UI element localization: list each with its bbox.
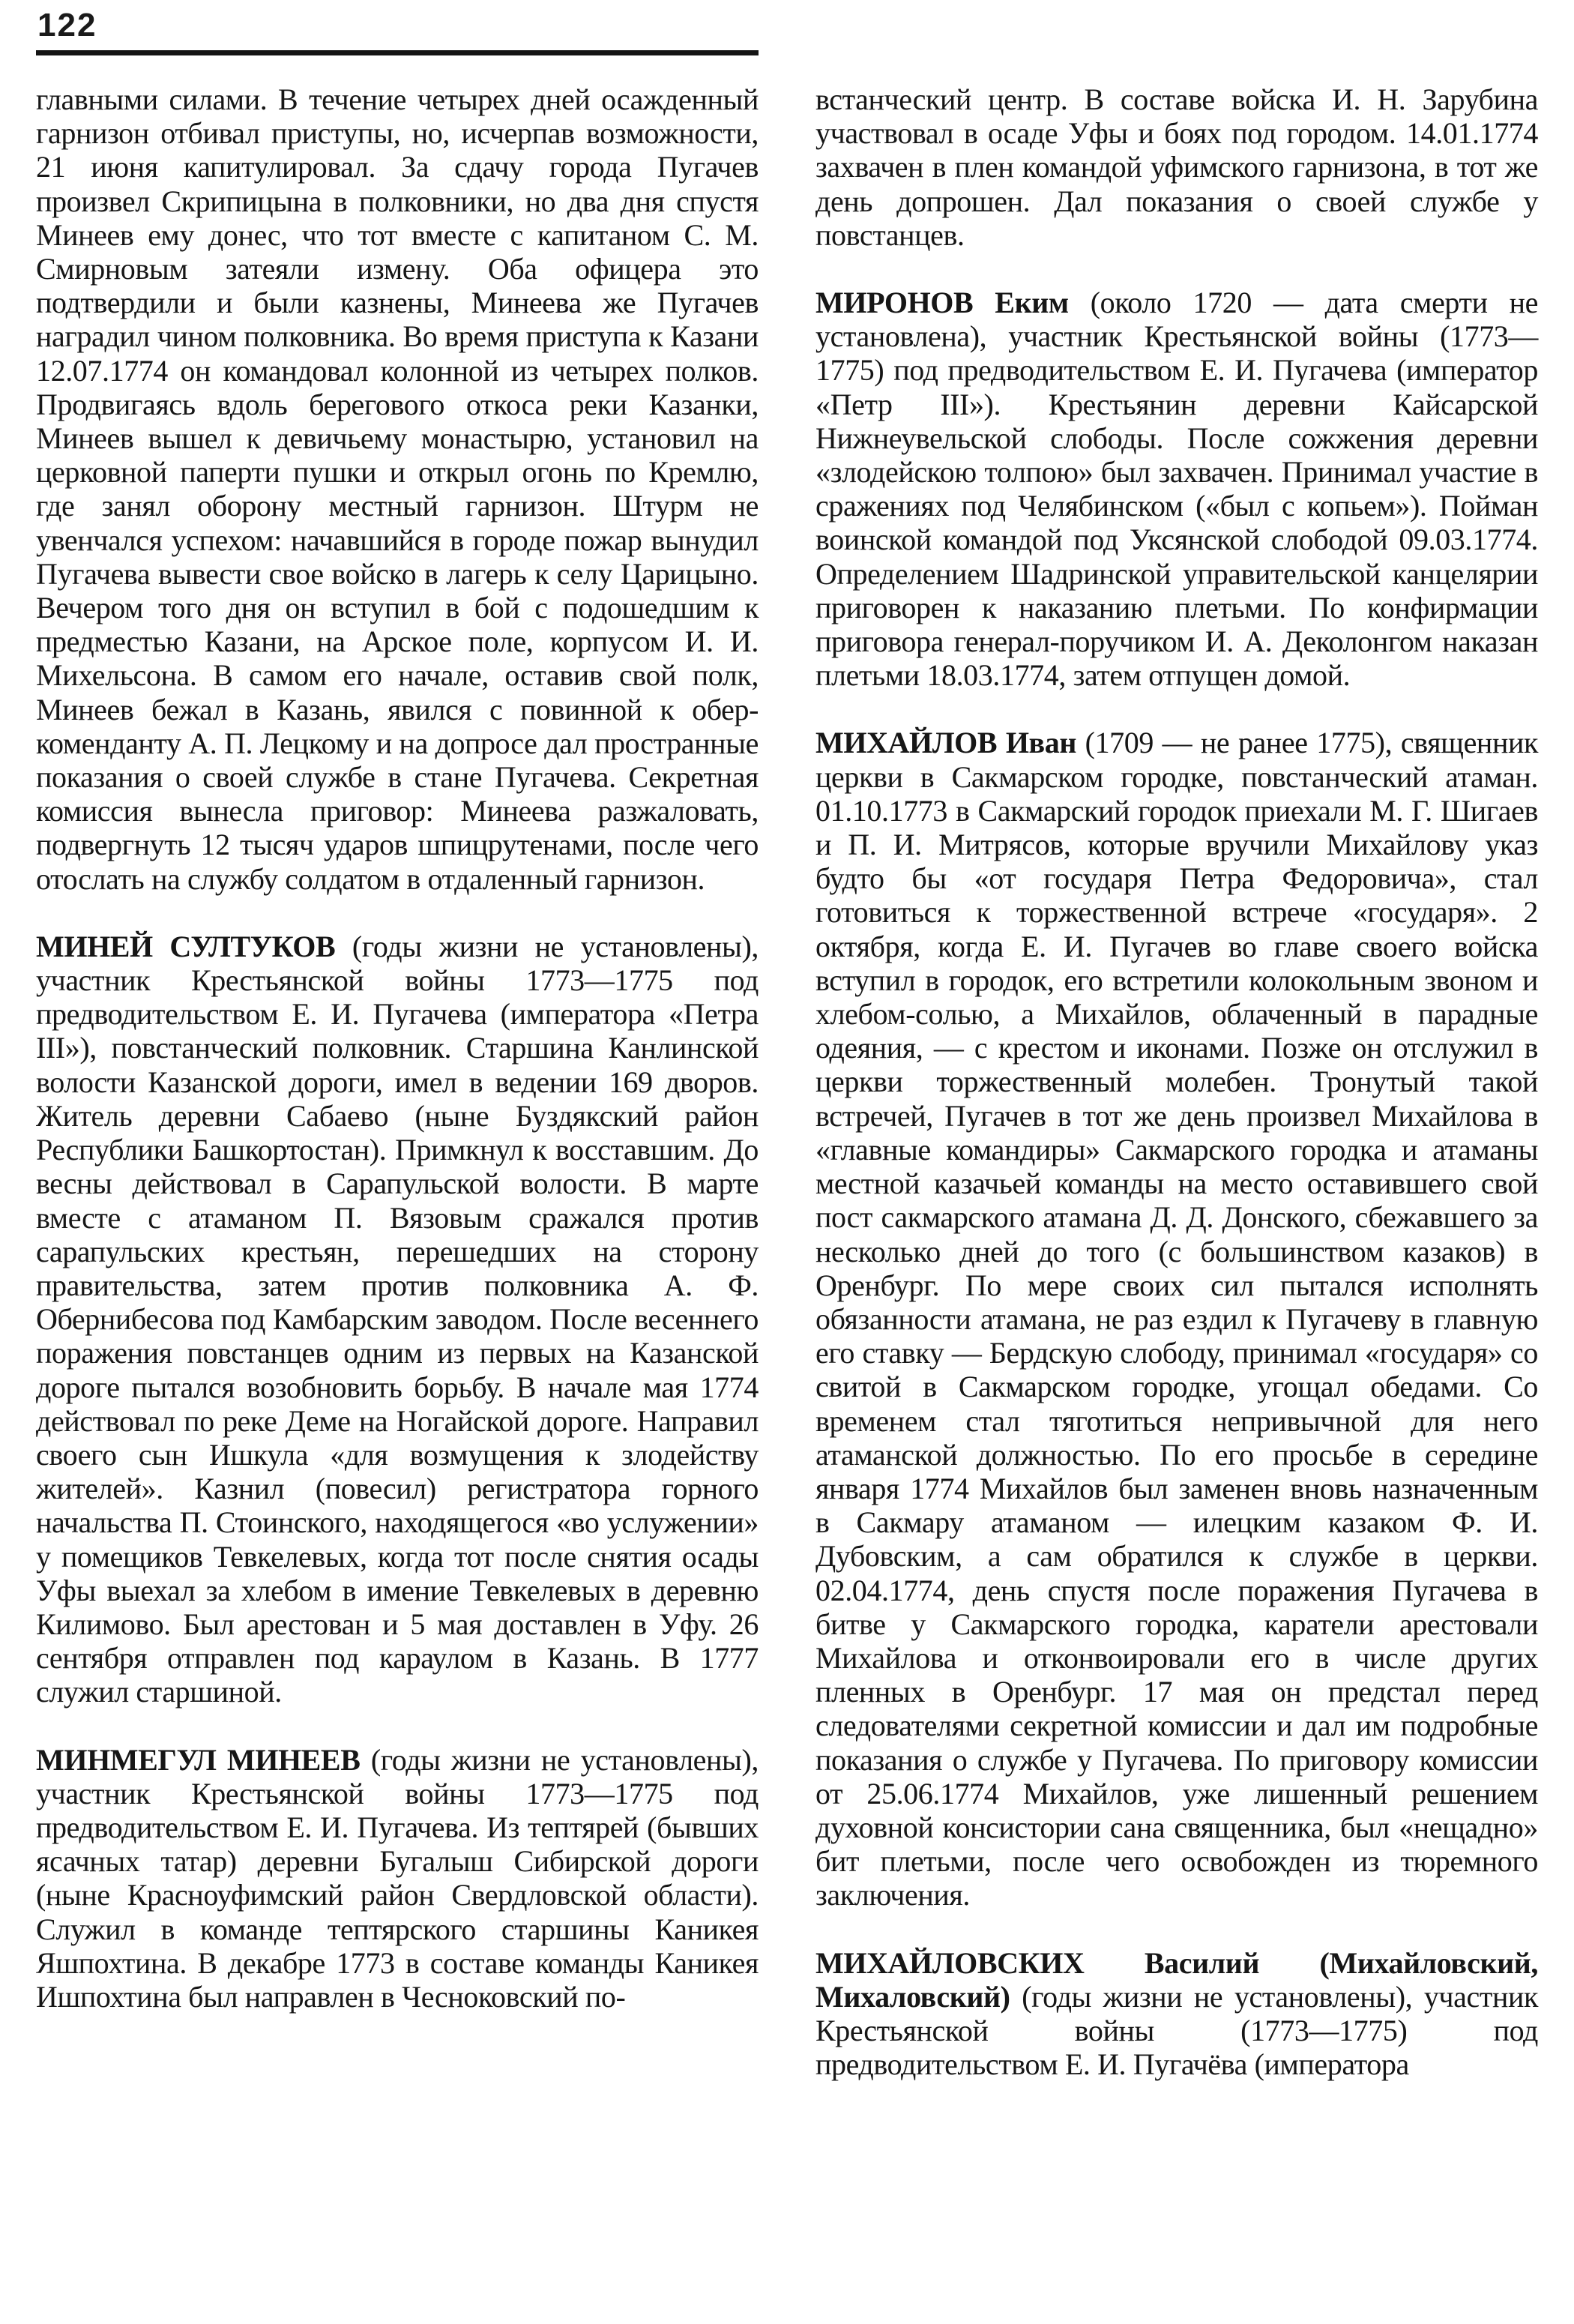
entry-headword: МИХАЙЛОВ Иван [815,726,1076,760]
continuation-paragraph [36,82,759,896]
entry-text: (годы жизни не установлены), участник Крестьянской войны (1773—1775) под предводительством Е. И. Пугачёва (императора [815,1979,1538,2082]
left-column [36,82,759,2014]
entry-paragraph [36,930,759,1709]
entry-headword: МИХАЙЛОВСКИХ Василий (Михайловский, Михаловский) [815,1945,1538,2014]
entry-text: (около 1720 — дата смерти не установлена), участник Крестьянской войны (1773—1775) под предводительством Е. И. Пугачева (император «Петр III»). Крестьянин деревни Кайсарской Нижнеувельской слободы. После сожжения деревни «злодейскою толпою» был захвачен. Принимал участие в сражениях под Челябинском («был с копьем»). Пойман воинской командой под Уксянской слободой 09.03.1774. Определением Шадринской управительской канцелярии приговорен к наказанию плетьми. По конфирмации приговора генерал-поручиком И. А. Деколонгом наказан плетьми 18.03.1774, затем отпущен домой. [815,286,1538,693]
entry-headword: МИНЕЙ СУЛТУКОВ [36,929,336,963]
right-column [815,82,1538,2081]
entry-paragraph [36,1743,759,2014]
header-rule [36,50,759,55]
entry-paragraph [815,286,1538,692]
paragraph-text: главными силами. В течение четырех дней осажденный гарнизон отбивал приступы, но, исчерпав возможности, 21 июня капитулировал. За сдачу города Пугачев произвел Скрипицына в полковники, но два дня спустя Минеев ему донес, что тот вместе с капитаном С. М. Смирновым затеяли измену. Оба офицера это подтвердили и были казнены, Минеева же Пугачев наградил чином полковника. Во время приступа к Казани 12.07.1774 он командовал колонной из четырех полков. Продвигаясь вдоль берегового откоса реки Казанки, Минеев вышел к девичьему монастырю, установил на церковной паперти пушки и открыл огонь по Кремлю, где занял оборону местный гарнизон. Штурм не увенчался успехом: начавшийся в городе пожар вынудил Пугачева вывести свое войско в лагерь к селу Царицыно. Вечером того дня он вступил в бой с подошедшим к предместью Казани, на Арское поле, корпусом И. И. Михельсона. В самом его начале, оставив свой полк, Минеев бежал в Казань, явился с повинной к обер-коменданту А. П. Лецкому и на допросе дал пространные показания о своей службе в стане Пугачева. Секретная комиссия вынесла приговор: Минеева разжаловать, подвергнуть 12 тысяч ударов шпицрутенами, после чего отослать на службу солдатом в отдаленный гарнизон. [36,82,759,896]
entry-headword: МИРОНОВ Еким [815,286,1069,320]
entry-text: (годы жизни не установлены), участник Крестьянской войны 1773—1775 под предводительством Е. И. Пугачева. Из тептярей (бывших ясачных татар) деревни Бугалыш Сибирской дороги (ныне Красноуфимский район Свердловской области). Служил в команде тептярского старшины Каникея Яшпохтина. В декабре 1773 в составе команды Каникея Ишпохтина был направлен в Чесноковский по- [36,1742,759,2014]
entry-text: (1709 — не ранее 1775), священник церкви в Сакмарском городке, повстанческий атаман. 01.10.1773 в Сакмарский городок приехали М. Г. Шигаев и П. И. Митрясов, которые вручили Михайлову указ будто бы «от государя Петра Федоровича», стал готовиться к торжественной встрече «государя». 2 октября, когда Е. И. Пугачев во главе своего войска вступил в городок, его встретили колокольным звоном и хлебом-солью, а Михайлов, облаченный в парадные одеяния, — с крестом и иконами. Позже он отслужил в церкви торжественный молебен. Тронутый такой встречей, Пугачев в тот же день произвел Михайлова в «главные командиры» Сакмарского городка и атаманы местной казачьей команды на место оставившего свой пост сакмарского атамана Д. Д. Донского, сбежавшего за несколько дней до того (с большинством казаков) в Оренбург. По мере своих сил пытался исполнять обязанности атамана, не раз ездил к Пугачеву в главную его ставку — Бердскую слободу, принимал «государя» со свитой в Сакмарском городке, угощал обедами. Со временем стал тяготиться непривычной для него атаманской должностью. По его просьбе в середине января 1774 Михайлов был заменен вновь назначенным в Сакмару атаманом — илецким казаком Ф. И. Дубовским, а сам обратился к службе в церкви. 02.04.1774, день спустя после поражения Пугачева в битве у Сакмарского городка, каратели арестовали Михайлова и отконвоировали его в числе других пленных в Оренбург. 17 мая он предстал перед следователями секретной комиссии и дал им подробные показания о службе у Пугачева. По приговору комиссии от 25.06.1774 Михайлов, уже лишенный решением духовной консистории сана священника, был «нещадно» бит плетьми, после чего освобожден из тюремного заключения. [815,726,1538,1912]
continuation-paragraph [815,82,1538,252]
entry-paragraph [815,726,1538,1912]
entry-text: (годы жизни не установлены), участник Крестьянской войны 1773—1775 под предводительством Е. И. Пугачева (императора «Петра III»), повстанческий полковник. Старшина Канлинской волости Казанской дороги, имел в ведении 169 дворов. Житель деревни Сабаево (ныне Буздякский район Республики Башкортостан). Примкнул к восставшим. До весны действовал в Сарапульской волости. В марте вместе с атаманом П. Вязовым сражался против сарапульских крестьян, перешедших на сторону правительства, затем против полковника А. Ф. Обернибесова под Камбарским заводом. После весеннего поражения повстанцев одним из первых на Казанской дороге пытался возобновить борьбу. В начале мая 1774 действовал по реке Деме на Ногайской дороге. Направил своего сын Ишкула «для возмущения к злодейству жителей». Казнил (повесил) регистратора горного начальства П. Стоинского, находящегося «во услужении» у помещиков Тевкелевых, когда тот после снятия осады Уфы выехал за хлебом в имение Тевкелевых в деревню Килимово. Был арестован и 5 мая доставлен в Уфу. 26 сентября отправлен под караулом в Казань. В 1777 служил старшиной. [36,929,759,1709]
page-number: 122 [37,7,97,43]
entry-headword: МИНМЕГУЛ МИНЕЕВ [36,1742,361,1777]
entry-paragraph [815,1946,1538,2082]
paragraph-text: встанческий центр. В составе войска И. Н. Зарубина участвовал в осаде Уфы и боях под городом. 14.01.1774 захвачен в плен командой уфимского гарнизона, в тот же день допрошен. Дал показания о своей службе у повстанцев. [815,82,1538,252]
